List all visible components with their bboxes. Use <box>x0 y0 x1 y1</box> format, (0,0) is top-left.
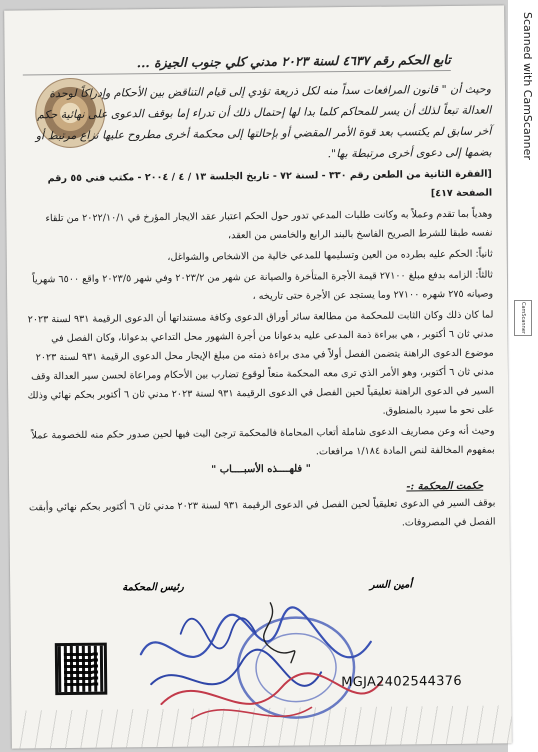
qr-code <box>55 643 108 696</box>
scanner-badge: CamScanner <box>514 300 532 336</box>
document-code: MGJA2402544376 <box>341 673 462 691</box>
paragraph-third-claim: ثالثاً: الزامه بدفع مبلغ ٢٧١٠٠ قيمة الأجرة المتأخرة والصيانة عن شهر من ٢٠٢٣/٢ وفي شهر ٢٠٢٣/٥ واقع ٦٥٠٠ شهرياً وصيانه ٢٧٥ شهره ٢٧١٠٠ وما يستجد عن الأجرة حتى تاريخه ، <box>32 269 494 303</box>
reasons-heading: " فلهــــذه الأسبــــاب " <box>210 463 311 476</box>
scanner-side-strip <box>508 0 538 752</box>
paragraph-second-claim: ثانياً: الحكم عليه بطرده من العين وتسليمها للمدعي خالية من الاشخاص والشواغل، <box>167 248 493 263</box>
paragraph-legal-principle: وحيث أن " قانون المرافعات سداً منه لكل ذريعة تؤدي إلى قيام التناقض بين الأحكام وإدراكاً لوحدة العدالة تبعاً لذلك أن يسر للمحاكم كلما بدا لها إحتمال ذلك أن تدراء إما بوقف الدعوى على نهائية حكم آخر سابق لم يكتسب بعد قوة الأمر المقضي أو بإحالتها إلى محكمة أخرى مطروح عليها نزاع مرتبط أو بضمها إلى دعوى أخرى مرتبطة بها". <box>35 82 492 161</box>
stamp-circle-blue-inner <box>256 633 337 702</box>
president-signature-label: رئيس المحكمة <box>122 581 184 594</box>
ruling-text: بوقف السير في الدعوى تعليقياً لحين الفصل في الدعوى الرقيمة ٩٣١ لسنة ٢٠٢٣ مدني ثان ٦ أكتوبر بحكم نهائي وأبقت الفصل في المصروفات. <box>28 497 496 529</box>
paragraph-claims: وهدياً بما تقدم وعملاً به وكانت طلبات المدعي تدور حول الحكم اعتبار عقد الايجار المؤرخ في ٢٠٢٢/١٠/١ من تلقاء نفسه طبقا للشرط الصريح الفاسخ بالبند الرابع والخامس من العقد، <box>45 208 493 242</box>
paragraph-reasoning: لما كان ذلك وكان الثابت للمحكمة من مطالعة سائر أوراق الدعوى وكافة مستنداتها أن الدعوى الرقيمة ٩٣١ لسنة ٢٠٢٣ مدني ثان ٦ أكتوبر ، هي ببراءة ذمة المدعى عليه بدعوانا من أجرة الشهور محل التداعي بدعوانا، وكان الفصل في موضوع الدعوى الراهنة يتضمن الفصل أولاً في مدى براءة ذمته من مبلغ الإيجار محل الدعوى الرقيمة ٩٣١ لسنة ٢٠٢٣ مدني ثان ٦ أكتوبر، وهو الأمر الذي ترى معه المحكمة منعاً لوقوع تضارب بين الأحكام ومراعاة لحسن سير العدالة وقف السير في الدعوى الراهنة تعليقياً لحين الفصل في الدعوى الرقيمة ٩٣١ لسنة ٢٠٢٣ مدني ثان ٦ أكتوبر بحكم نهائي وذلك على نحو ما سيرد بالمنطوق. <box>27 309 495 417</box>
qr-code-pattern <box>64 652 98 686</box>
ruling-title: حكمت المحكمة :- <box>406 480 484 493</box>
secretary-signature-label: أمين السر <box>369 579 413 591</box>
signature-blue-2 <box>151 649 321 688</box>
citation: [الفقرة الثانية من الطعن رقم ٣٣٠ - لسنة ٧٢ - تاريخ الجلسة ١٣ / ٤ / ٢٠٠٤ - مكتب فني ٥٥ رقم الصفحة ٤١٧] <box>47 168 493 200</box>
judgment-heading: تابع الحكم رقم ٤٦٣٧ لسنة ٢٠٢٣ مدني كلي جنوب الجيزة ... <box>23 52 451 75</box>
scan-noise <box>11 705 511 748</box>
paragraph-expenses: وحيث أنه وعن مصاريف الدعوى شاملة أتعاب المحاماة فالمحكمة ترجئ البت فيها لحين صدور حكم منه للخصومة عملاً بمفهوم المخالفة لنص المادة ١/١٨٤ مرافعات. <box>31 425 495 458</box>
scanner-watermark: Scanned with CamScanner <box>521 12 534 160</box>
document-page <box>4 5 512 748</box>
document-body <box>22 20 495 539</box>
